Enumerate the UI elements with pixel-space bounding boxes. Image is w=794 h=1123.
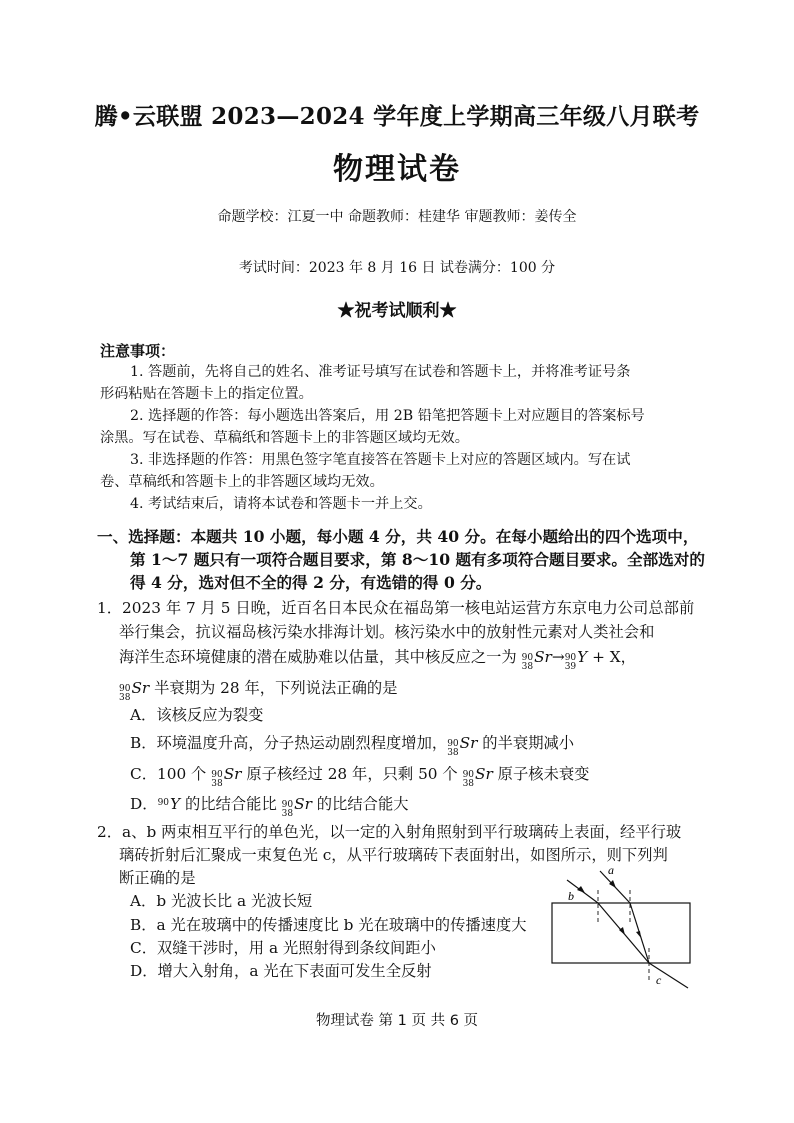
arrow: → <box>551 648 565 666</box>
notice-line: 3. 非选择题的作答：用黑色签字笔直接答在答题卡上对应的答题区域内。写在试 <box>130 452 631 468</box>
question-1-text: 海洋生态环境健康的潜在威胁难以估量，其中核反应之一为 <box>119 648 517 666</box>
arrow-icon <box>577 886 585 893</box>
option-c[interactable]: C．双缝干涉时，用 a 光照射得到条纹间距小 <box>130 939 436 957</box>
nuclide-y: 90 Y <box>157 795 181 813</box>
question-2-line: 断正确的是 <box>119 869 196 887</box>
time-score-line: 考试时间：2023 年 8 月 16 日 试卷满分：100 分 <box>238 260 556 276</box>
label-a: a <box>608 863 614 877</box>
option-c[interactable]: C．100 个 90 38 Sr 原子核经过 28 年，只剩 50 个 90 38 Sr 原子核未衰变 <box>130 765 590 789</box>
glass-slab <box>552 903 690 963</box>
arrow-icon <box>636 931 641 938</box>
question-2-line: 2．a、b 两束相互平行的单色光，以一定的入射角照射到平行玻璃砖上表面，经平行玻 <box>97 823 682 841</box>
subject-title: 物理试卷 <box>333 152 461 187</box>
notice-line: 形码粘贴在答题卡上的指定位置。 <box>100 386 313 402</box>
notice-line: 涂黑。写在试卷、草稿纸和答题卡上的非答题区域均无效。 <box>100 430 469 446</box>
nuclide-sr: 90 38 Sr <box>521 648 552 672</box>
section-line: 一、选择题：本题共 10 小题，每小题 4 分，共 40 分。在每小题给出的四个选项中， <box>97 527 699 546</box>
question-2-line: 璃砖折射后汇聚成一束复色光 c，从平行玻璃砖下表面射出，如图所示，则下列判 <box>119 846 668 864</box>
notice-line: 4. 考试结束后，请将本试卷和答题卡一并上交。 <box>130 496 432 512</box>
question-1-line: 90 38 Sr 半衰期为 28 年，下列说法正确的是 <box>119 679 398 703</box>
option-d[interactable]: D．增大入射角，a 光在下表面可发生全反射 <box>130 962 432 980</box>
section-line: 第 1～7 题只有一项符合题目要求，第 8～10 题有多项符合题目要求。全部选对的 <box>130 550 705 569</box>
good-luck-line: ★祝考试顺利★ <box>337 301 457 321</box>
label-c: c <box>656 973 662 987</box>
notice-line: 2. 选择题的作答：每小题选出答案后，用 2B 铅笔把答题卡上对应题目的答案标号 <box>130 408 645 424</box>
notice-heading: 注意事项： <box>100 342 176 360</box>
notice-line: 1. 答题前，先将自己的姓名、准考证号填写在试卷和答题卡上，并将准考证号条 <box>130 364 631 380</box>
nuclide-sr: 90 38 Sr <box>447 734 478 758</box>
option-d[interactable]: D． 90 Y 的比结合能比 90 38 Sr 的比结合能大 <box>130 795 409 819</box>
nuclide-sr: 90 38 Sr <box>281 795 312 819</box>
option-b[interactable]: B．环境温度升高，分子热运动剧烈程度增加， 90 38 Sr 的半衰期减小 <box>130 734 575 758</box>
page-footer: 物理试卷 第 1 页 共 6 页 <box>315 1013 479 1029</box>
nuclide-y: 90 39 Y <box>564 648 588 672</box>
glass-slab-diagram <box>545 860 700 990</box>
question-1-line: 举行集会，抗议福岛核污染水排海计划。核污染水中的放射性元素对人类社会和 <box>119 623 655 641</box>
ray-c-emergent <box>649 963 688 988</box>
label-b: b <box>568 889 574 903</box>
option-b[interactable]: B．a 光在玻璃中的传播速度比 b 光在玻璃中的传播速度大 <box>130 916 527 934</box>
exam-title: 腾•云联盟 2023—2024 学年度上学期高三年级八月联考 <box>94 103 700 130</box>
question-1-line: 海洋生态环境健康的潜在威胁难以估量，其中核反应之一为 90 38 Sr→ 90 39 Y + X， <box>119 648 636 672</box>
nuclide-sr: 90 38 Sr <box>119 679 150 703</box>
nuclide-sr: 90 38 Sr <box>462 765 493 789</box>
notice-line: 卷、草稿纸和答题卡上的非答题区域均无效。 <box>100 474 384 490</box>
section-line: 得 4 分，选对但不全的得 2 分，有选错的得 0 分。 <box>130 573 492 592</box>
option-a[interactable]: A．该核反应为裂变 <box>130 706 264 724</box>
nuclide-sr: 90 38 Sr <box>211 765 242 789</box>
question-1-line: 1．2023 年 7 月 5 日晚，近百名日本民众在福岛第一核电站运营方东京电力公司总部前 <box>97 599 695 617</box>
author-line: 命题学校：江夏一中 命题教师：桂建华 审题教师：姜传全 <box>217 209 577 225</box>
option-a[interactable]: A．b 光波长比 a 光波长短 <box>130 892 313 910</box>
